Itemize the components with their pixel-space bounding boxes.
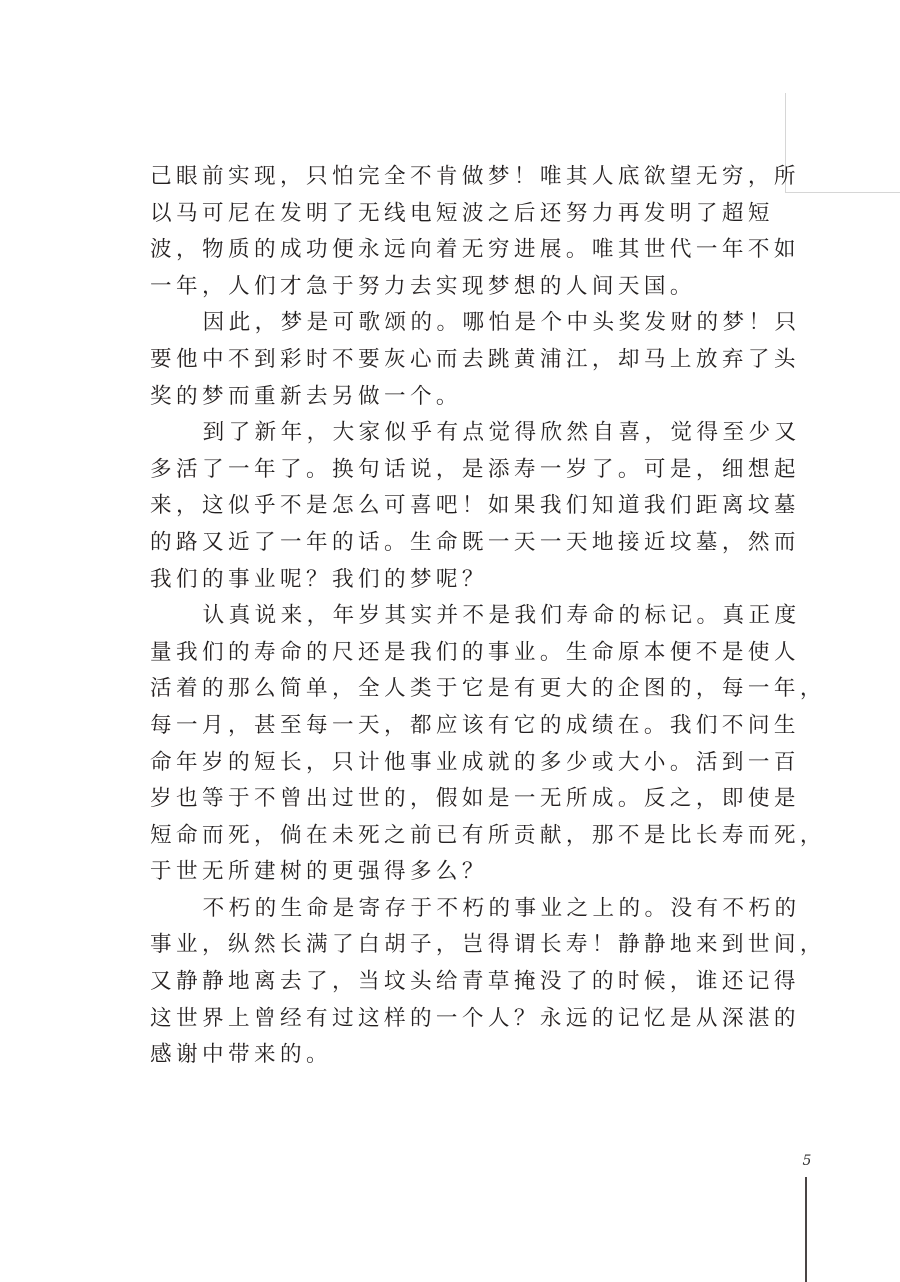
text-line: 感谢中带来的。 xyxy=(150,1042,332,1068)
paragraph-1 xyxy=(150,159,800,305)
paragraph-4 xyxy=(150,598,826,891)
text-line: 岁也等于不曾出过世的，假如是一无所成。反之，即使是 xyxy=(150,786,800,812)
text-line: 波，物质的成功便永远向着无穷进展。唯其世代一年不如 xyxy=(150,237,800,263)
text-line: 短命而死，倘在未死之前已有所贡献，那不是比长寿而死， xyxy=(150,822,826,848)
text-line: 我们的事业呢？我们的梦呢？ xyxy=(150,566,488,592)
text-line: 量我们的寿命的尺还是我们的事业。生命原本便不是使人 xyxy=(150,639,800,665)
text-line: 己眼前实现，只怕完全不肯做梦！唯其人底欲望无穷，所 xyxy=(150,164,800,189)
text-line: 不朽的生命是寄存于不朽的事业之上的。没有不朽的 xyxy=(202,895,801,921)
paragraph-2 xyxy=(150,305,801,415)
text-line: 事业，纵然长满了白胡子，岂得谓长寿！静静地来到世间， xyxy=(150,932,826,958)
text-line: 认真说来，年岁其实并不是我们寿命的标记。真正度 xyxy=(202,603,801,629)
text-line: 到了新年，大家似乎有点觉得欣然自喜，觉得至少又 xyxy=(202,420,801,446)
text-line: 命年岁的短长，只计他事业成就的多少或大小。活到一百 xyxy=(150,749,800,775)
text-line: 多活了一年了。换句话说，是添寿一岁了。可是，细想起 xyxy=(150,456,800,482)
corner-frame-decoration xyxy=(785,93,900,193)
paragraph-3 xyxy=(150,415,801,598)
text-line: 又静静地离去了，当坟头给青草掩没了的时候，谁还记得 xyxy=(150,969,800,995)
text-line: 每一月，甚至每一天，都应该有它的成绩在。我们不问生 xyxy=(150,712,800,738)
text-line: 因此，梦是可歌颂的。哪怕是个中头奖发财的梦！只 xyxy=(202,310,801,336)
text-line: 的路又近了一年的话。生命既一天一天地接近坟墓，然而 xyxy=(150,529,800,555)
page-edge-rule xyxy=(805,1177,807,1282)
text-line: 以马可尼在发明了无线电短波之后还努力再发明了超短 xyxy=(150,200,774,226)
text-line: 来，这似乎不是怎么可喜吧！如果我们知道我们距离坟墓 xyxy=(150,493,800,519)
text-line: 这世界上曾经有过这样的一个人？永远的记忆是从深湛的 xyxy=(150,1005,800,1031)
text-line: 奖的梦而重新去另做一个。 xyxy=(150,383,462,409)
text-line: 一年，人们才急于努力去实现梦想的人间天国。 xyxy=(150,273,696,299)
page-number: 5 xyxy=(802,1153,812,1169)
text-line: 活着的那么简单，全人类于它是有更大的企图的，每一年， xyxy=(150,676,826,702)
paragraph-5 xyxy=(150,891,826,1074)
text-line: 于世无所建树的更强得多么？ xyxy=(150,859,488,885)
text-line: 要他中不到彩时不要灰心而去跳黄浦江，却马上放弃了头 xyxy=(150,346,800,372)
body-text xyxy=(150,159,826,1074)
